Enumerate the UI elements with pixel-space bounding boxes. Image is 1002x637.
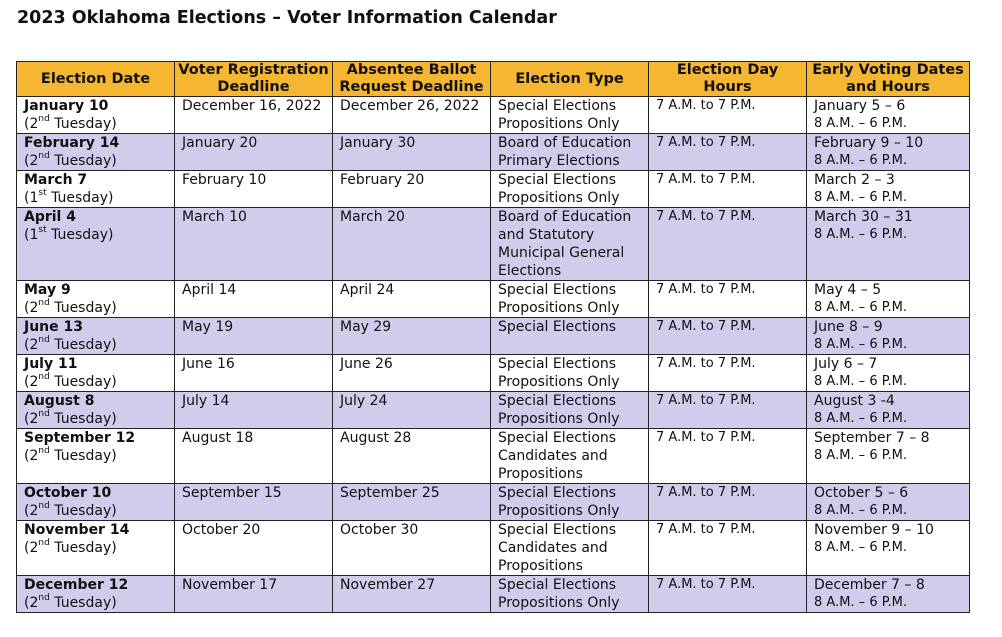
absentee-deadline: May 29 [340,319,392,335]
weekday: Tuesday [54,595,112,611]
ordinal-suffix: nd [38,114,50,125]
table-row [17,392,970,429]
cell-early-voting [807,484,970,521]
election-type-line: Special Elections [498,282,617,298]
ordinal-number: 2 [29,503,39,519]
election-type-line: Board of Education [498,209,632,225]
registration-deadline: November 17 [182,577,278,593]
early-voting-hours: 8 A.M. – 6 P.M. [814,448,908,463]
cell-early-voting [807,281,970,318]
election-day-hours: 7 A.M. to 7 P.M. [656,577,756,592]
header-election-type-label: Election Type [515,70,624,87]
cell-absentee-deadline [333,171,491,208]
election-type-line: Special Elections [498,356,617,372]
weekday: Tuesday [54,540,112,556]
header-election-date-label: Election Date [40,70,151,87]
election-date: January 10 [24,98,109,114]
early-voting-dates: March 30 – 31 [814,209,913,225]
election-date: September 12 [24,430,136,446]
cell-election-type [491,429,649,484]
ordinal-number: 2 [29,337,39,353]
page-title: 2023 Oklahoma Elections – Voter Information Calendar [17,8,557,28]
cell-election-day-hours [649,355,807,392]
election-type-line: Special Elections [498,172,617,188]
election-date: December 12 [24,577,129,593]
early-voting-hours: 8 A.M. – 6 P.M. [814,503,908,518]
absentee-deadline: June 26 [340,356,393,372]
cell-early-voting [807,521,970,576]
election-date: July 11 [24,356,78,372]
election-day-hours: 7 A.M. to 7 P.M. [656,98,756,113]
header-election-day-hours [649,62,807,97]
table-row [17,355,970,392]
election-type-line: Propositions Only [498,190,620,206]
cell-election-day-hours [649,208,807,281]
cell-early-voting [807,171,970,208]
ordinal-number: 2 [29,595,39,611]
cell-election-day-hours [649,134,807,171]
election-calendar-table [16,61,970,613]
ordinal-number: 1 [29,227,39,243]
absentee-deadline: April 24 [340,282,395,298]
cell-absentee-deadline [333,521,491,576]
weekday: Tuesday [54,337,112,353]
election-type-line: Special Elections [498,485,617,501]
ordinal-number: 2 [29,448,39,464]
election-day-hours: 7 A.M. to 7 P.M. [656,282,756,297]
election-date: October 10 [24,485,112,501]
weekday: Tuesday [54,300,112,316]
early-voting-dates: May 4 – 5 [814,282,882,298]
ordinal-number: 2 [29,540,39,556]
early-voting-dates: June 8 – 9 [814,319,883,335]
table-row [17,318,970,355]
election-weekday-ordinal: (1st Tuesday) [24,188,114,206]
election-day-hours: 7 A.M. to 7 P.M. [656,522,756,537]
cell-election-date [17,318,175,355]
table-row [17,97,970,134]
registration-deadline: May 19 [182,319,234,335]
cell-registration-deadline [175,521,333,576]
election-weekday-ordinal: (1st Tuesday) [24,225,114,243]
election-weekday-ordinal: (2nd Tuesday) [24,446,117,464]
cell-absentee-deadline [333,355,491,392]
cell-election-type [491,521,649,576]
table-row [17,134,970,171]
cell-absentee-deadline [333,576,491,613]
registration-deadline: March 10 [182,209,247,225]
early-voting-hours: 8 A.M. – 6 P.M. [814,411,908,426]
early-voting-hours: 8 A.M. – 6 P.M. [814,540,908,555]
absentee-deadline: March 20 [340,209,405,225]
table-body [17,97,970,613]
cell-election-type [491,281,649,318]
cell-election-date [17,171,175,208]
cell-registration-deadline [175,97,333,134]
ordinal-suffix: nd [38,446,50,457]
ordinal-number: 2 [29,116,39,132]
cell-election-type [491,355,649,392]
cell-early-voting [807,97,970,134]
election-type-line: Candidates and [498,540,608,556]
weekday: Tuesday [54,374,112,390]
early-voting-dates: November 9 – 10 [814,522,934,538]
table-row [17,429,970,484]
election-weekday-ordinal: (2nd Tuesday) [24,593,117,611]
election-day-hours: 7 A.M. to 7 P.M. [656,319,756,334]
election-day-hours: 7 A.M. to 7 P.M. [656,209,756,224]
election-date: June 13 [24,319,83,335]
election-date: February 14 [24,135,120,151]
election-day-hours: 7 A.M. to 7 P.M. [656,393,756,408]
election-day-hours: 7 A.M. to 7 P.M. [656,485,756,500]
early-voting-hours: 8 A.M. – 6 P.M. [814,116,908,131]
election-weekday-ordinal: (2nd Tuesday) [24,335,117,353]
election-date: March 7 [24,172,88,188]
header-election-day-hours-line1: Election Day [676,62,779,78]
ordinal-number: 2 [29,411,39,427]
election-date: April 4 [24,209,76,225]
election-weekday-ordinal: (2nd Tuesday) [24,501,117,519]
ordinal-number: 2 [29,300,39,316]
table-header [17,62,970,97]
registration-deadline: October 20 [182,522,261,538]
early-voting-hours: 8 A.M. – 6 P.M. [814,300,908,315]
cell-absentee-deadline [333,392,491,429]
election-type-line: Special Elections [498,319,617,335]
registration-deadline: September 15 [182,485,282,501]
cell-election-date [17,392,175,429]
cell-election-date [17,429,175,484]
election-weekday-ordinal: (2nd Tuesday) [24,114,117,132]
ordinal-suffix: nd [38,151,50,162]
cell-election-type [491,576,649,613]
header-voter-registration-line2: Deadline [217,79,290,95]
cell-election-day-hours [649,484,807,521]
election-type-line: Special Elections [498,577,617,593]
early-voting-dates: January 5 – 6 [814,98,906,114]
early-voting-dates: July 6 – 7 [814,356,878,372]
ordinal-suffix: nd [38,335,50,346]
early-voting-dates: February 9 – 10 [814,135,924,151]
election-type-line: Primary Elections [498,153,620,169]
ordinal-suffix: nd [38,593,50,604]
election-weekday-ordinal: (2nd Tuesday) [24,372,117,390]
cell-early-voting [807,134,970,171]
cell-election-type [491,171,649,208]
early-voting-hours: 8 A.M. – 6 P.M. [814,190,908,205]
election-type-line: Special Elections [498,98,617,114]
weekday: Tuesday [51,190,109,206]
absentee-deadline: December 26, 2022 [340,98,480,114]
election-type-line: Municipal General [498,245,625,261]
absentee-deadline: October 30 [340,522,419,538]
ordinal-number: 1 [29,190,39,206]
cell-absentee-deadline [333,97,491,134]
cell-election-day-hours [649,429,807,484]
table-row [17,208,970,281]
election-type-line: Propositions Only [498,595,620,611]
election-type-line: and Statutory [498,227,595,243]
weekday: Tuesday [54,153,112,169]
ordinal-suffix: nd [38,501,50,512]
table-row [17,171,970,208]
table-row [17,521,970,576]
early-voting-hours: 8 A.M. – 6 P.M. [814,374,908,389]
cell-election-day-hours [649,281,807,318]
absentee-deadline: September 25 [340,485,440,501]
absentee-deadline: July 24 [340,393,388,409]
header-early-voting-line1: Early Voting [812,62,912,78]
cell-election-type [491,392,649,429]
cell-early-voting [807,392,970,429]
table-row [17,484,970,521]
cell-election-date [17,484,175,521]
cell-registration-deadline [175,392,333,429]
weekday: Tuesday [54,448,112,464]
cell-early-voting [807,318,970,355]
election-type-line: Propositions [498,466,583,482]
ordinal-suffix: nd [38,538,50,549]
early-voting-dates: September 7 – 8 [814,430,930,446]
registration-deadline: June 16 [182,356,235,372]
cell-early-voting [807,429,970,484]
registration-deadline: April 14 [182,282,237,298]
table-row [17,281,970,318]
header-voter-registration-line1: Voter Registration [178,62,329,78]
cell-election-type [491,208,649,281]
cell-absentee-deadline [333,208,491,281]
election-date: November 14 [24,522,130,538]
cell-registration-deadline [175,484,333,521]
cell-registration-deadline [175,171,333,208]
cell-registration-deadline [175,281,333,318]
election-weekday-ordinal: (2nd Tuesday) [24,538,117,556]
cell-election-date [17,281,175,318]
registration-deadline: August 18 [182,430,254,446]
ordinal-suffix: nd [38,298,50,309]
ordinal-suffix: nd [38,409,50,420]
weekday: Tuesday [54,411,112,427]
ordinal-suffix: nd [38,372,50,383]
absentee-deadline: February 20 [340,172,425,188]
early-voting-hours: 8 A.M. – 6 P.M. [814,153,908,168]
election-type-line: Propositions Only [498,411,620,427]
election-type-line: Elections [498,263,562,279]
cell-election-day-hours [649,97,807,134]
cell-election-type [491,484,649,521]
election-weekday-ordinal: (2nd Tuesday) [24,298,117,316]
cell-registration-deadline [175,208,333,281]
weekday: Tuesday [54,116,112,132]
early-voting-dates: March 2 – 3 [814,172,895,188]
cell-registration-deadline [175,429,333,484]
registration-deadline: December 16, 2022 [182,98,322,114]
election-type-line: Special Elections [498,430,617,446]
cell-election-day-hours [649,576,807,613]
header-election-day-hours-line2: Hours [703,79,752,95]
early-voting-hours: 8 A.M. – 6 P.M. [814,595,908,610]
header-election-type [491,62,649,97]
election-date: August 8 [24,393,95,409]
header-absentee-line2: Request Deadline [339,79,484,95]
cell-registration-deadline [175,318,333,355]
election-type-line: Candidates and [498,448,608,464]
absentee-deadline: January 30 [340,135,416,151]
cell-early-voting [807,576,970,613]
election-type-line: Special Elections [498,393,617,409]
ordinal-number: 2 [29,374,39,390]
election-day-hours: 7 A.M. to 7 P.M. [656,172,756,187]
election-type-line: Propositions Only [498,374,620,390]
cell-absentee-deadline [333,484,491,521]
election-type-line: Special Elections [498,522,617,538]
election-type-line: Board of Education [498,135,632,151]
election-date: May 9 [24,282,71,298]
cell-early-voting [807,355,970,392]
early-voting-hours: 8 A.M. – 6 P.M. [814,337,908,352]
election-type-line: Propositions [498,558,583,574]
cell-registration-deadline [175,134,333,171]
registration-deadline: July 14 [182,393,230,409]
election-type-line: Propositions Only [498,300,620,316]
cell-election-type [491,134,649,171]
header-voter-registration [175,62,333,97]
weekday: Tuesday [51,227,109,243]
cell-absentee-deadline [333,134,491,171]
registration-deadline: February 10 [182,172,267,188]
election-day-hours: 7 A.M. to 7 P.M. [656,135,756,150]
cell-early-voting [807,208,970,281]
cell-election-day-hours [649,318,807,355]
cell-election-day-hours [649,392,807,429]
election-day-hours: 7 A.M. to 7 P.M. [656,356,756,371]
cell-election-date [17,97,175,134]
header-election-date [17,62,175,97]
header-row [17,62,970,97]
election-weekday-ordinal: (2nd Tuesday) [24,151,117,169]
cell-election-date [17,521,175,576]
ordinal-suffix: st [38,188,47,199]
ordinal-number: 2 [29,153,39,169]
absentee-deadline: November 27 [340,577,436,593]
election-weekday-ordinal: (2nd Tuesday) [24,409,117,427]
cell-election-date [17,134,175,171]
cell-absentee-deadline [333,318,491,355]
header-early-voting [807,62,970,97]
cell-election-day-hours [649,521,807,576]
early-voting-hours: 8 A.M. – 6 P.M. [814,227,908,242]
early-voting-dates: October 5 – 6 [814,485,909,501]
election-type-line: Propositions Only [498,116,620,132]
cell-registration-deadline [175,355,333,392]
election-day-hours: 7 A.M. to 7 P.M. [656,430,756,445]
cell-absentee-deadline [333,281,491,318]
election-type-line: Propositions Only [498,503,620,519]
header-absentee-line1: Absentee Ballot [346,62,477,78]
header-early-voting-line2: Dates and Hours [846,62,964,95]
cell-election-date [17,355,175,392]
cell-election-day-hours [649,171,807,208]
ordinal-suffix: st [38,225,47,236]
registration-deadline: January 20 [182,135,258,151]
header-absentee [333,62,491,97]
cell-election-type [491,318,649,355]
early-voting-dates: December 7 – 8 [814,577,925,593]
early-voting-dates: August 3 -4 [814,393,895,409]
cell-election-type [491,97,649,134]
weekday: Tuesday [54,503,112,519]
cell-election-date [17,208,175,281]
cell-registration-deadline [175,576,333,613]
cell-election-date [17,576,175,613]
cell-absentee-deadline [333,429,491,484]
absentee-deadline: August 28 [340,430,412,446]
table-row [17,576,970,613]
